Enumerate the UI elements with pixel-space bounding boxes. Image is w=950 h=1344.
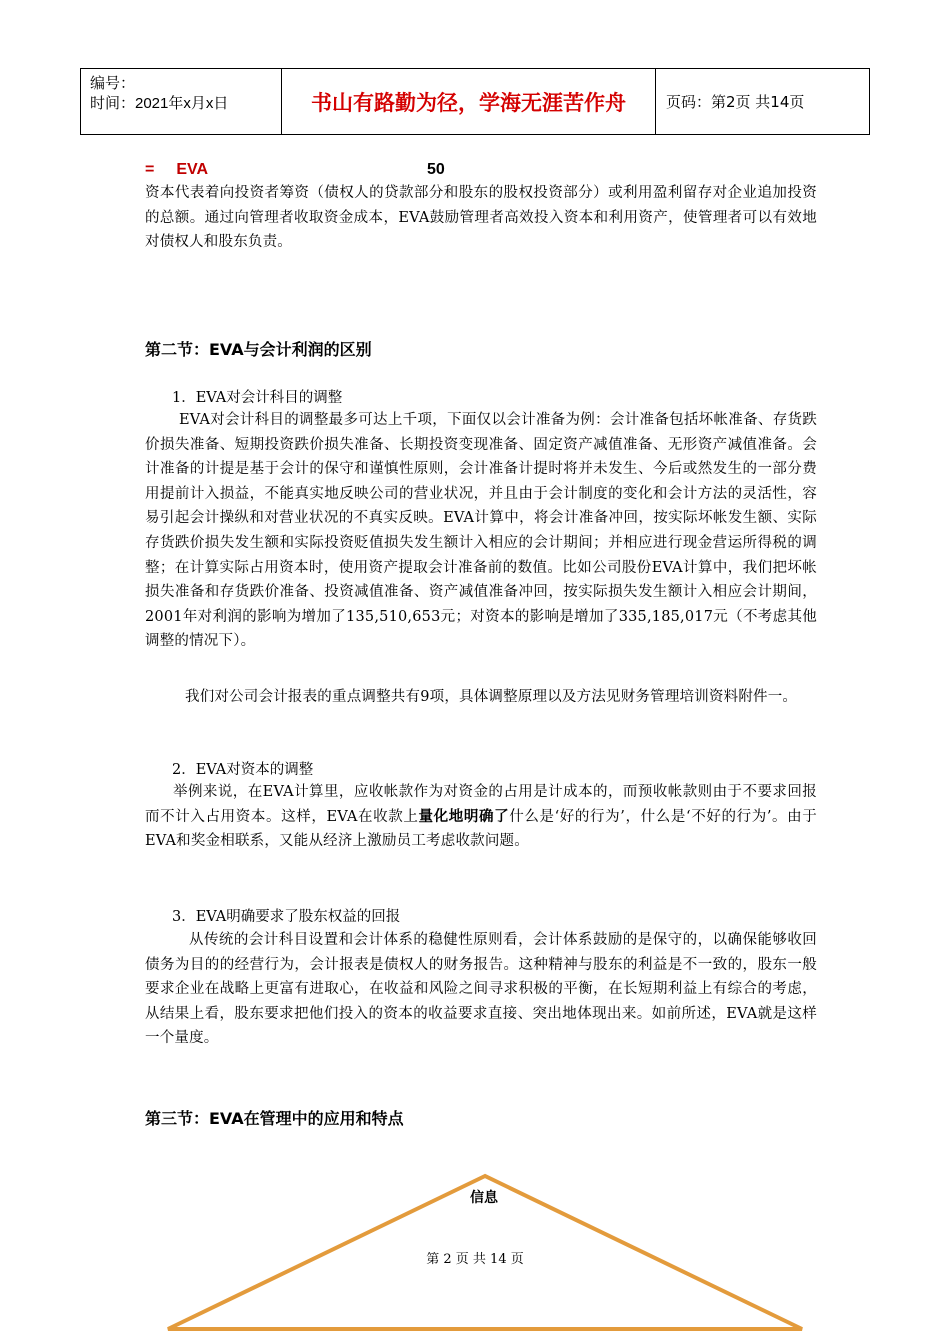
header-motto: 书山有路勤为径，学海无涯苦作舟 [282,69,656,134]
formula-line [145,161,208,179]
intro-paragraph: 资本代表着向投资者筹资（债权人的贷款部分和股东的股权投资部分）或利用盈利留存对企业追加投资的总额。通过向管理者收取资金成本，EVA鼓励管理者高效投入资本和利用资产，使管理者可以有效地对债权人和股东负责。 [145,185,817,251]
formula-value: 50 [427,161,445,178]
header-meta [81,69,282,134]
sub2-text-a: 举例来说，在EVA计算里，应收帐款作为对资金的占用是计成本的，而预收帐款则由于不要求回报而不计入占用资本。这样，EVA在收款上 [145,784,817,825]
formula-equals: = [145,161,155,178]
header-page-info: 页码：第2页 共14页 [666,93,805,111]
sub3-paragraph: 从传统的会计科目设置和会计体系的稳健性原则看，会计体系鼓励的是保守的，以确保能够收回债务为目的的经营行为，会计报表是债权人的财务报告。这种精神与股东的利益是不一致的，股东一般要求企业在战略上更富有进取心，在收益和风险之间寻求积极的平衡，在长短期利益上有综合的考虑，从结果上看，股东要求把他们投入的资本的收益要求直接、突出地体现出来。如前所述，EVA就是这样一个量度。 [145,932,817,1047]
sub2-title: 2．EVA对资本的调整 [172,762,314,778]
section3-title: 第三节：EVA在管理中的应用和特点 [145,1109,404,1128]
page-footer: 第 2 页 共 14 页 [426,1252,524,1267]
page-header [80,68,870,135]
sub2-text-bold: 量化地明确了 [418,807,510,825]
doc-time-label: 时间：2021年x月x日 [90,95,229,112]
sub2-text-b: 什么是‘好的行为’，什么是‘不好的行为’。由于EVA和奖金相联系，又能从经济上激励员工考虑收款问题。 [145,808,817,850]
doc-number-label: 编号： [90,75,136,92]
section2-title: 第二节：EVA与会计利润的区别 [145,340,372,359]
sub1-title: 1．EVA对会计科目的调整 [172,390,343,406]
sub2-paragraph [145,780,817,854]
formula-eva: EVA [176,161,209,178]
diagram-top-label: 信息 [470,1190,498,1206]
sub1-paragraph: EVA对会计科目的调整最多可达上千项，下面仅以会计准备为例：会计准备包括坏帐准备、存货跌价损失准备、短期投资跌价损失准备、长期投资变现准备、固定资产减值准备、无形资产减值准备。会计准备的计提是基于会计的保守和谨慎性原则，会计准备计提时将并未发生、今后或然发生的一部分费用提前计入损益，不能真实地反映公司的营业状况，并且由于会计制度的变化和会计方法的灵活性，容易引起会计操纵和对营业状况的不真实反映。EVA计算中，将会计准备冲回，按实际坏帐发生额、实际存货跌价损失发生额和实际投资贬值损失发生额计入相应的会计期间；并相应进行现金营运所得税的调整；在计算实际占用资本时，使用资产提取会计准备前的数值。比如公司股份EVA计算中，我们把坏帐损失准备和存货跌价准备、投资减值准备、资产减值准备冲回，按实际损失发生额计入相应会计期间，2001年对利润的影响为增加了135,510,653元；对资本的影响是增加了335,185,017元（不考虑其他调整的情况下）。 [145,412,817,650]
sub3-title: 3．EVA明确要求了股东权益的回报 [172,909,401,925]
sub1-paragraph-2: 我们对公司会计报表的重点调整共有9项，具体调整原理以及方法见财务管理培训资料附件一。 [185,689,798,705]
